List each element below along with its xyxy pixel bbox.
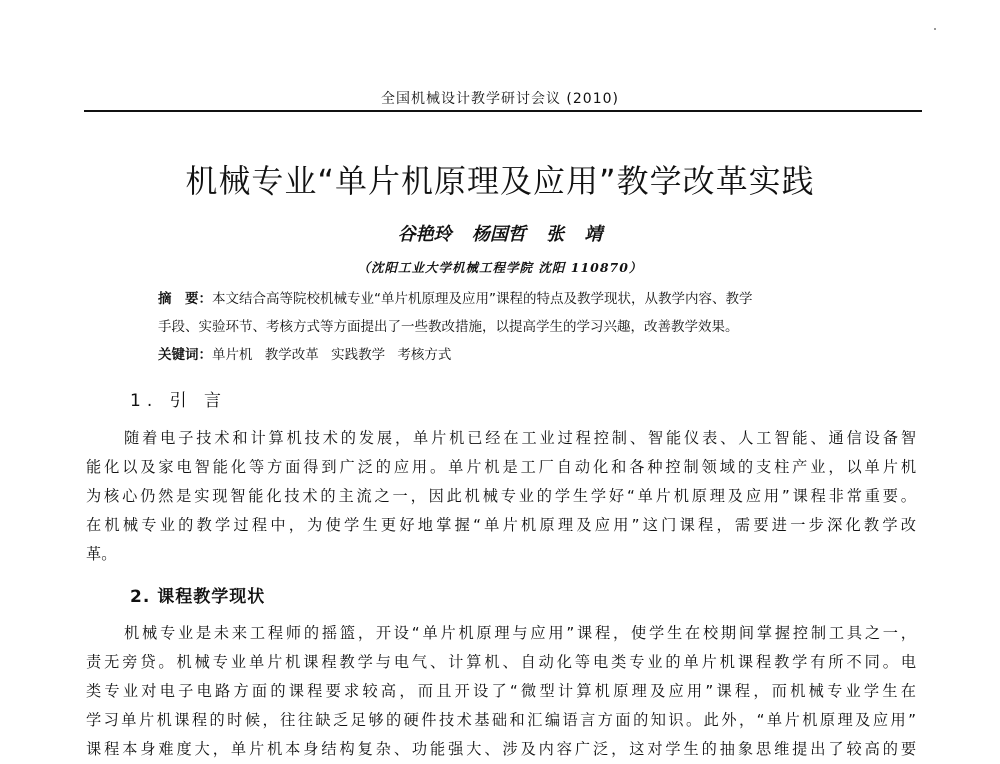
section-1-line-4: 在机械专业的教学过程中，为使学生更好地掌握“单片机原理及应用”这门课程，需要进一步深化教学改 — [86, 516, 916, 534]
keywords-line — [158, 343, 451, 363]
section-1-line-3: 为核心仍然是实现智能化技术的主流之一，因此机械专业的学生学好“单片机原理及应用”课程非常重要。 — [86, 487, 916, 505]
keywords-label: 关键词： — [158, 347, 212, 363]
section-1-line-5: 革。 — [86, 545, 117, 563]
section-1-heading: 1. 引 言 — [130, 391, 228, 411]
abstract-label: 摘 要： — [158, 291, 212, 307]
paper-affiliation: （沈阳工业大学机械工程学院 沈阳 110870） — [357, 260, 643, 275]
section-2-line-1: 机械专业是未来工程师的摇篮，开设“单片机原理与应用”课程，使学生在校期间掌握控制工具之一， — [124, 624, 916, 642]
keywords-value: 单片机 教学改革 实践教学 考核方式 — [212, 347, 452, 363]
section-2-line-4: 学习单片机课程的时候，往往缺乏足够的硬件技术基础和汇编语言方面的知识。此外，“单片机原理及应用” — [86, 711, 916, 729]
paper-authors: 谷艳玲 杨国哲 张 靖 — [397, 224, 603, 245]
running-header: 全国机械设计教学研讨会议 (2010) — [380, 91, 619, 107]
section-2-heading: 2. 课程教学现状 — [130, 587, 266, 607]
abstract-line-2: 手段、实验环节、考核方式等方面提出了一些教改措施，以提高学生的学习兴趣，改善教学效果。 — [158, 319, 739, 335]
section-2-line-2: 责无旁贷。机械专业单片机课程教学与电气、计算机、自动化等电类专业的单片机课程教学有所不同。电 — [86, 653, 916, 671]
paper-title: 机械专业“单片机原理及应用”教学改革实践 — [185, 162, 815, 200]
scan-speck — [934, 28, 936, 30]
header-rule — [84, 110, 922, 112]
section-1-line-2: 能化以及家电智能化等方面得到广泛的应用。单片机是工厂自动化和各种控制领域的支柱产业，以单片机 — [86, 458, 916, 476]
section-2-line-5: 课程本身难度大，单片机本身结构复杂、功能强大、涉及内容广泛，这对学生的抽象思维提出了较高的要 — [86, 740, 916, 758]
abstract-line-1 — [158, 287, 753, 307]
section-1-line-1: 随着电子技术和计算机技术的发展，单片机已经在工业过程控制、智能仪表、人工智能、通信设备智 — [124, 429, 916, 447]
abstract-text-1: 本文结合高等院校机械专业“单片机原理及应用”课程的特点及教学现状，从教学内容、教学 — [212, 291, 753, 307]
section-2-line-3: 类专业对电子电路方面的课程要求较高，而且开设了“微型计算机原理及应用”课程，而机械专业学生在 — [86, 682, 916, 700]
